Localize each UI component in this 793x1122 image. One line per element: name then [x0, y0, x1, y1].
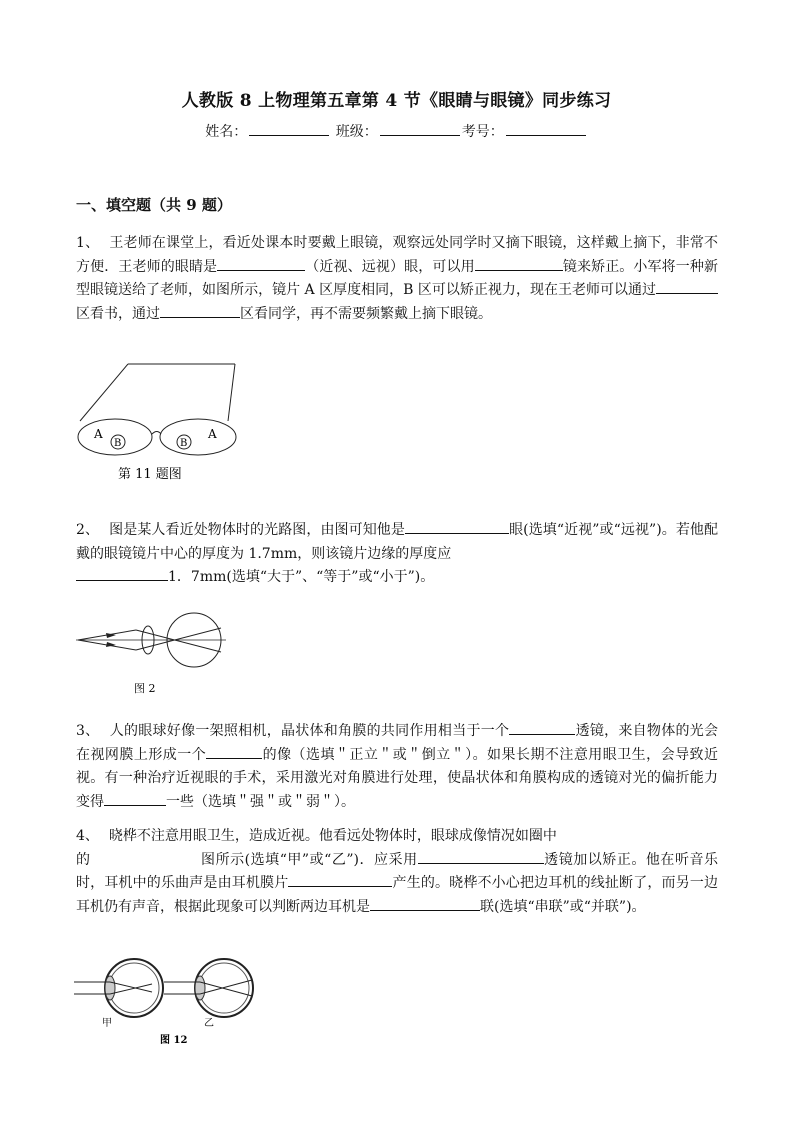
answer-blank[interactable]: [76, 566, 168, 581]
eye-ray-diagram: [76, 612, 236, 696]
answer-blank[interactable]: [160, 303, 240, 318]
answer-blank[interactable]: [288, 872, 392, 887]
eye-images-figure: [74, 950, 264, 1046]
answer-blank[interactable]: [418, 849, 544, 864]
student-info-line: [0, 121, 793, 141]
figure-caption: 图 12: [160, 1035, 188, 1046]
page-title: 人教版 8 上物理第五章第 4 节《眼睛与眼镜》同步练习: [181, 91, 612, 111]
figure-caption: 图 2: [134, 682, 156, 695]
question-number: 1、: [76, 235, 100, 251]
answer-blank[interactable]: [475, 256, 563, 271]
zone-b-label: B: [114, 438, 122, 449]
answer-blank[interactable]: [206, 744, 262, 759]
answer-blank[interactable]: [509, 720, 575, 735]
exam-no-label: 考号：: [461, 124, 504, 140]
left-lens: [78, 419, 152, 455]
label-yi: 乙: [204, 1018, 214, 1029]
glasses-figure: [70, 356, 250, 486]
class-blank[interactable]: [380, 121, 460, 136]
zone-b-label: B: [180, 438, 188, 449]
zone-a-label: A: [208, 427, 217, 441]
name-blank[interactable]: [249, 121, 329, 136]
answer-blank[interactable]: [405, 519, 509, 534]
class-label: 班级：: [335, 124, 378, 140]
section-heading: 一、填空题（共 9 题）: [76, 196, 232, 214]
answer-blank[interactable]: [217, 256, 305, 271]
figure-caption: 第 11 题图: [118, 467, 182, 482]
question-number: 3、: [76, 723, 100, 739]
right-lens: [160, 419, 236, 455]
label-jia: 甲: [102, 1018, 112, 1029]
question-3: 3、 人的眼球好像一架照相机，晶状体和角膜的共同作用相当于一个 透镜，来自物体的光会在视网膜上形成一个 的像（选填＂正立＂或＂倒立＂）。如果长期不注意用眼卫生，会导致近视。有一种治疗近视眼的手术，采用激光对角膜进行处理，使晶状体和角膜构成的透镜对光的偏折能力变得 一些（选填＂强＂或＂弱＂）。: [76, 720, 718, 814]
answer-blank[interactable]: [370, 896, 480, 911]
question-number: 2、: [76, 522, 100, 538]
zone-a-label: A: [94, 427, 103, 441]
answer-blank[interactable]: [104, 791, 166, 806]
question-1: 1、 王老师在课堂上，看近处课本时要戴上眼镜，观察远处同学时又摘下眼镜，这样戴上摘下，非常不方便．王老师的眼睛是 （近视、远视）眼，可以用 镜来矫正。小军将一种新型眼镜送给了老师，如图所示，镜片 A 区厚度相同，B 区可以矫正视力，现在王老师可以通过区看书，通过 区看同学，再不需要频繁戴上摘下眼镜。: [76, 235, 719, 322]
exam-no-blank[interactable]: [506, 121, 586, 136]
question-2: 2、 图是某人看近处物体时的光路图，由图可知他是 眼(选填“近视”或“远视”)。若他配戴的眼镜镜片中心的厚度为 1.7mm，则该镜片边缘的厚度应 1．7mm(选填“大于”、“等于”或“小于”)。: [76, 519, 718, 590]
answer-blank[interactable]: [656, 279, 718, 294]
question-number: 4、: [76, 828, 99, 844]
question-4: 4、 晓桦不注意用眼卫生，造成近视。他看远处物体时，眼球成像情况如圈中 的 图所示(选填“甲”或“乙”)．应采用 透镜加以矫正。他在听音乐时，耳机中的乐曲声是由耳机膜片 产生的。晓桦不小心把边耳机的线扯断了，而另一边耳机仍有声音，根据此现象可以判断两边耳机是 联(选填“串联”或“并联”)。: [76, 828, 719, 915]
name-label: 姓名：: [205, 124, 248, 140]
